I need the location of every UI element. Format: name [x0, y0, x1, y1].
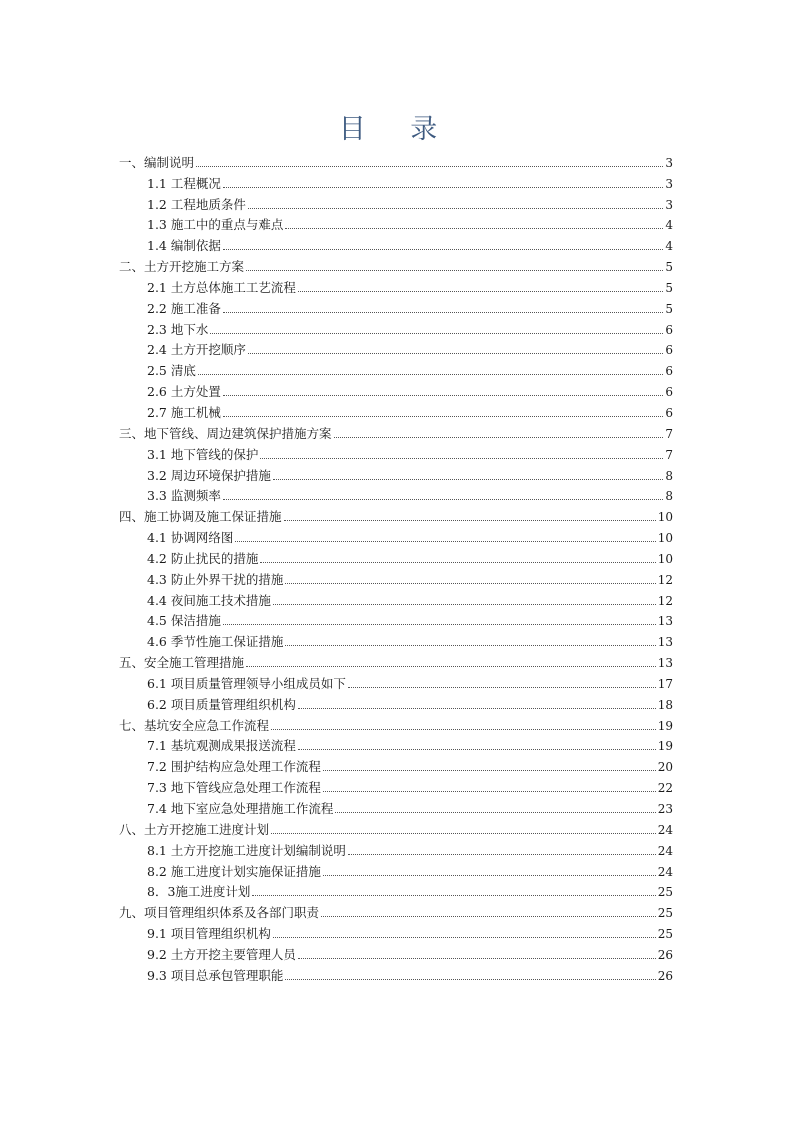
toc-section-entry[interactable]: [119, 192, 673, 213]
toc-chapter-entry[interactable]: [119, 713, 673, 734]
dot-leader: [348, 687, 656, 688]
dot-leader: [298, 708, 656, 709]
toc-page-number: 10: [657, 510, 673, 525]
dot-leader: [271, 729, 656, 730]
toc-entry-label: 9.1 项目管理组织机构: [147, 926, 271, 942]
toc-section-entry[interactable]: [119, 275, 673, 296]
dot-leader: [323, 791, 656, 792]
toc-page-number: 26: [657, 947, 673, 962]
toc-page-number: 23: [657, 802, 673, 816]
toc-page-number: 8: [665, 468, 673, 483]
toc-section-entry[interactable]: [119, 880, 673, 901]
toc-entry-label: 4.4 夜间施工技术措施: [147, 592, 271, 608]
toc-page-number: 13: [657, 614, 673, 629]
toc-page-number: 22: [657, 781, 673, 796]
toc-entry-label: 9.3 项目总承包管理职能: [147, 967, 284, 983]
toc-section-entry[interactable]: [119, 358, 673, 379]
toc-page-number: 26: [657, 968, 673, 983]
toc-section-entry[interactable]: [119, 546, 673, 567]
toc-entry-label: 七、基坑安全应急工作流程: [119, 717, 270, 733]
toc-section-entry[interactable]: [119, 754, 673, 775]
toc-page-number: 8: [665, 489, 673, 504]
dot-leader: [248, 353, 664, 354]
dot-leader: [223, 624, 656, 625]
toc-chapter-entry[interactable]: [119, 421, 673, 442]
dot-leader: [285, 583, 655, 584]
toc-page-number: 4: [665, 239, 673, 254]
toc-section-entry[interactable]: [119, 442, 673, 463]
toc-entry-label: 四、施工协调及施工保证措施: [119, 509, 282, 525]
toc-page-number: 13: [657, 656, 673, 671]
toc-entry-label: 五、安全施工管理措施: [119, 655, 245, 671]
dot-leader: [285, 979, 655, 980]
toc-entry-label: 2.7 施工机械: [147, 404, 221, 420]
toc-chapter-entry[interactable]: [119, 817, 673, 838]
toc-page-number: 24: [657, 822, 673, 837]
toc-section-entry[interactable]: [119, 859, 673, 880]
toc-page-number: 12: [657, 593, 673, 608]
toc-entry-label: 九、项目管理组织体系及各部门职责: [119, 905, 320, 921]
dot-leader: [348, 854, 656, 855]
toc-section-entry[interactable]: [119, 609, 673, 630]
dot-leader: [223, 395, 664, 396]
toc-section-entry[interactable]: [119, 942, 673, 963]
toc-entry-label: 4.6 季节性施工保证措施: [147, 634, 284, 650]
toc-entry-label: 4.1 协调网络图: [147, 530, 234, 546]
toc-section-entry[interactable]: [119, 963, 673, 984]
dot-leader: [246, 666, 656, 667]
dot-leader: [246, 270, 663, 271]
toc-page-number: 24: [657, 843, 673, 858]
toc-page-number: 19: [657, 739, 673, 754]
toc-entry-label: 3.2 周边环境保护措施: [147, 467, 271, 483]
toc-chapter-entry[interactable]: [119, 254, 673, 275]
toc-entry-label: 7.3 地下管线应急处理工作流程: [147, 780, 321, 796]
toc-section-entry[interactable]: [119, 692, 673, 713]
toc-entry-label: 二、土方开挖施工方案: [119, 259, 245, 275]
toc-section-entry[interactable]: [119, 734, 673, 755]
toc-entry-label: 1.1 工程概况: [147, 175, 221, 191]
toc-page-number: 10: [657, 531, 673, 546]
toc-page-number: 6: [665, 385, 673, 400]
toc-page-number: 13: [657, 635, 673, 650]
toc-section-entry[interactable]: [119, 629, 673, 650]
dot-leader: [323, 875, 656, 876]
toc-chapter-entry[interactable]: [119, 504, 673, 525]
dot-leader: [284, 520, 656, 521]
toc-entry-label: 3.1 地下管线的保护: [147, 446, 259, 462]
toc-entry-label: 8.1 土方开挖施工进度计划编制说明: [147, 842, 346, 858]
toc-page-number: 3: [665, 176, 673, 191]
toc-entry-label: 1.4 编制依据: [147, 238, 221, 254]
dot-leader: [260, 458, 663, 459]
dot-leader: [271, 833, 656, 834]
toc-page-number: 5: [665, 280, 673, 295]
dot-leader: [210, 333, 663, 334]
toc-page-number: 5: [665, 301, 673, 316]
dot-leader: [223, 416, 664, 417]
toc-page-number: 20: [657, 760, 673, 775]
dot-leader: [334, 437, 664, 438]
toc-entry-label: 4.5 保洁措施: [147, 613, 221, 629]
toc-section-entry[interactable]: [119, 525, 673, 546]
toc-page-number: 25: [657, 885, 673, 900]
toc-entry-label: 2.2 施工准备: [147, 300, 221, 316]
toc-page-number: 6: [665, 405, 673, 420]
dot-leader: [298, 958, 656, 959]
toc-entry-label: 7.2 围护结构应急处理工作流程: [147, 759, 321, 775]
toc-entry-label: 4.3 防止外界干扰的措施: [147, 571, 284, 587]
dot-leader: [198, 374, 664, 375]
dot-leader: [273, 937, 656, 938]
toc-section-entry[interactable]: [119, 379, 673, 400]
toc-page-number: 24: [657, 864, 673, 879]
dot-leader: [260, 562, 655, 563]
toc-page-number: 4: [665, 218, 673, 233]
toc-entry-label: 6.2 项目质量管理组织机构: [147, 696, 296, 712]
toc-entry-label: 三、地下管线、周边建筑保护措施方案: [119, 425, 332, 441]
toc-section-entry[interactable]: [119, 671, 673, 692]
dot-leader: [321, 916, 656, 917]
toc-entry-label: 八、土方开挖施工进度计划: [119, 821, 270, 837]
dot-leader: [335, 812, 655, 813]
toc-page-number: 7: [665, 447, 673, 462]
toc-section-entry[interactable]: [119, 463, 673, 484]
toc-entry-label: 7.1 基坑观测成果报送流程: [147, 738, 296, 754]
dot-leader: [298, 291, 664, 292]
toc-entry-label: 一、编制说明: [119, 154, 195, 170]
toc-section-entry[interactable]: [119, 921, 673, 942]
toc-chapter-entry[interactable]: [119, 650, 673, 671]
dot-leader: [273, 604, 656, 605]
dot-leader: [285, 228, 663, 229]
toc-section-entry[interactable]: [119, 171, 673, 192]
toc-entry-label: 1.3 施工中的重点与难点: [147, 217, 284, 233]
dot-leader: [323, 770, 656, 771]
toc-section-entry[interactable]: [119, 233, 673, 254]
toc-chapter-entry[interactable]: [119, 900, 673, 921]
toc-entry-label: 6.1 项目质量管理领导小组成员如下: [147, 675, 346, 691]
toc-page-number: 17: [657, 676, 673, 691]
toc-entry-label: 2.3 地下水: [147, 321, 209, 337]
toc-page-number: 6: [665, 322, 673, 337]
dot-leader: [252, 895, 655, 896]
toc-entry-label: 2.1 土方总体施工工艺流程: [147, 279, 296, 295]
toc-chapter-entry[interactable]: [119, 150, 673, 171]
dot-leader: [223, 499, 664, 500]
dot-leader: [223, 187, 664, 188]
dot-leader: [196, 166, 663, 167]
toc-section-entry[interactable]: [119, 775, 673, 796]
toc-section-entry[interactable]: [119, 838, 673, 859]
dot-leader: [285, 645, 655, 646]
toc-entry-label: 9.2 土方开挖主要管理人员: [147, 946, 296, 962]
toc-entry-label: 8．3施工进度计划: [147, 884, 251, 900]
toc-section-entry[interactable]: [119, 484, 673, 505]
toc-page-number: 3: [665, 197, 673, 212]
dot-leader: [248, 208, 664, 209]
dot-leader: [223, 249, 664, 250]
toc-page-number: 6: [665, 343, 673, 358]
dot-leader: [273, 479, 664, 480]
toc-page-number: 6: [665, 364, 673, 379]
toc-entry-label: 1.2 工程地质条件: [147, 196, 246, 212]
toc-section-entry[interactable]: [119, 796, 673, 817]
toc-entry-label: 7.4 地下室应急处理措施工作流程: [147, 801, 334, 816]
toc-entry-label: 3.3 监测频率: [147, 488, 221, 504]
toc-section-entry[interactable]: [119, 588, 673, 609]
toc-page-number: 18: [657, 697, 673, 712]
toc-entry-label: 4.2 防止扰民的措施: [147, 550, 259, 566]
toc-page-number: 19: [657, 718, 673, 733]
toc-page-number: 25: [657, 906, 673, 921]
toc-section-entry[interactable]: [119, 296, 673, 317]
toc-page-number: 25: [657, 927, 673, 942]
toc-page-number: 10: [657, 551, 673, 566]
dot-leader: [235, 541, 655, 542]
dot-leader: [223, 312, 664, 313]
toc-entry-label: 8.2 施工进度计划实施保证措施: [147, 863, 321, 879]
toc-section-entry[interactable]: [119, 400, 673, 421]
page-title: 目 录: [338, 114, 456, 145]
dot-leader: [298, 749, 656, 750]
toc-section-entry[interactable]: [119, 338, 673, 359]
toc-page-number: 7: [665, 426, 673, 441]
toc-entry-label: 2.5 清底: [147, 363, 196, 379]
toc-page-number: 12: [657, 572, 673, 587]
toc-page-number: 3: [665, 155, 673, 170]
toc-page-number: 5: [665, 260, 673, 275]
toc-entry-label: 2.4 土方开挖顺序: [147, 342, 246, 358]
toc-entry-label: 2.6 土方处置: [147, 384, 221, 400]
toc-section-entry[interactable]: [119, 317, 673, 338]
toc-section-entry[interactable]: [119, 567, 673, 588]
toc-section-entry[interactable]: [119, 213, 673, 234]
table-of-contents: [119, 150, 673, 984]
